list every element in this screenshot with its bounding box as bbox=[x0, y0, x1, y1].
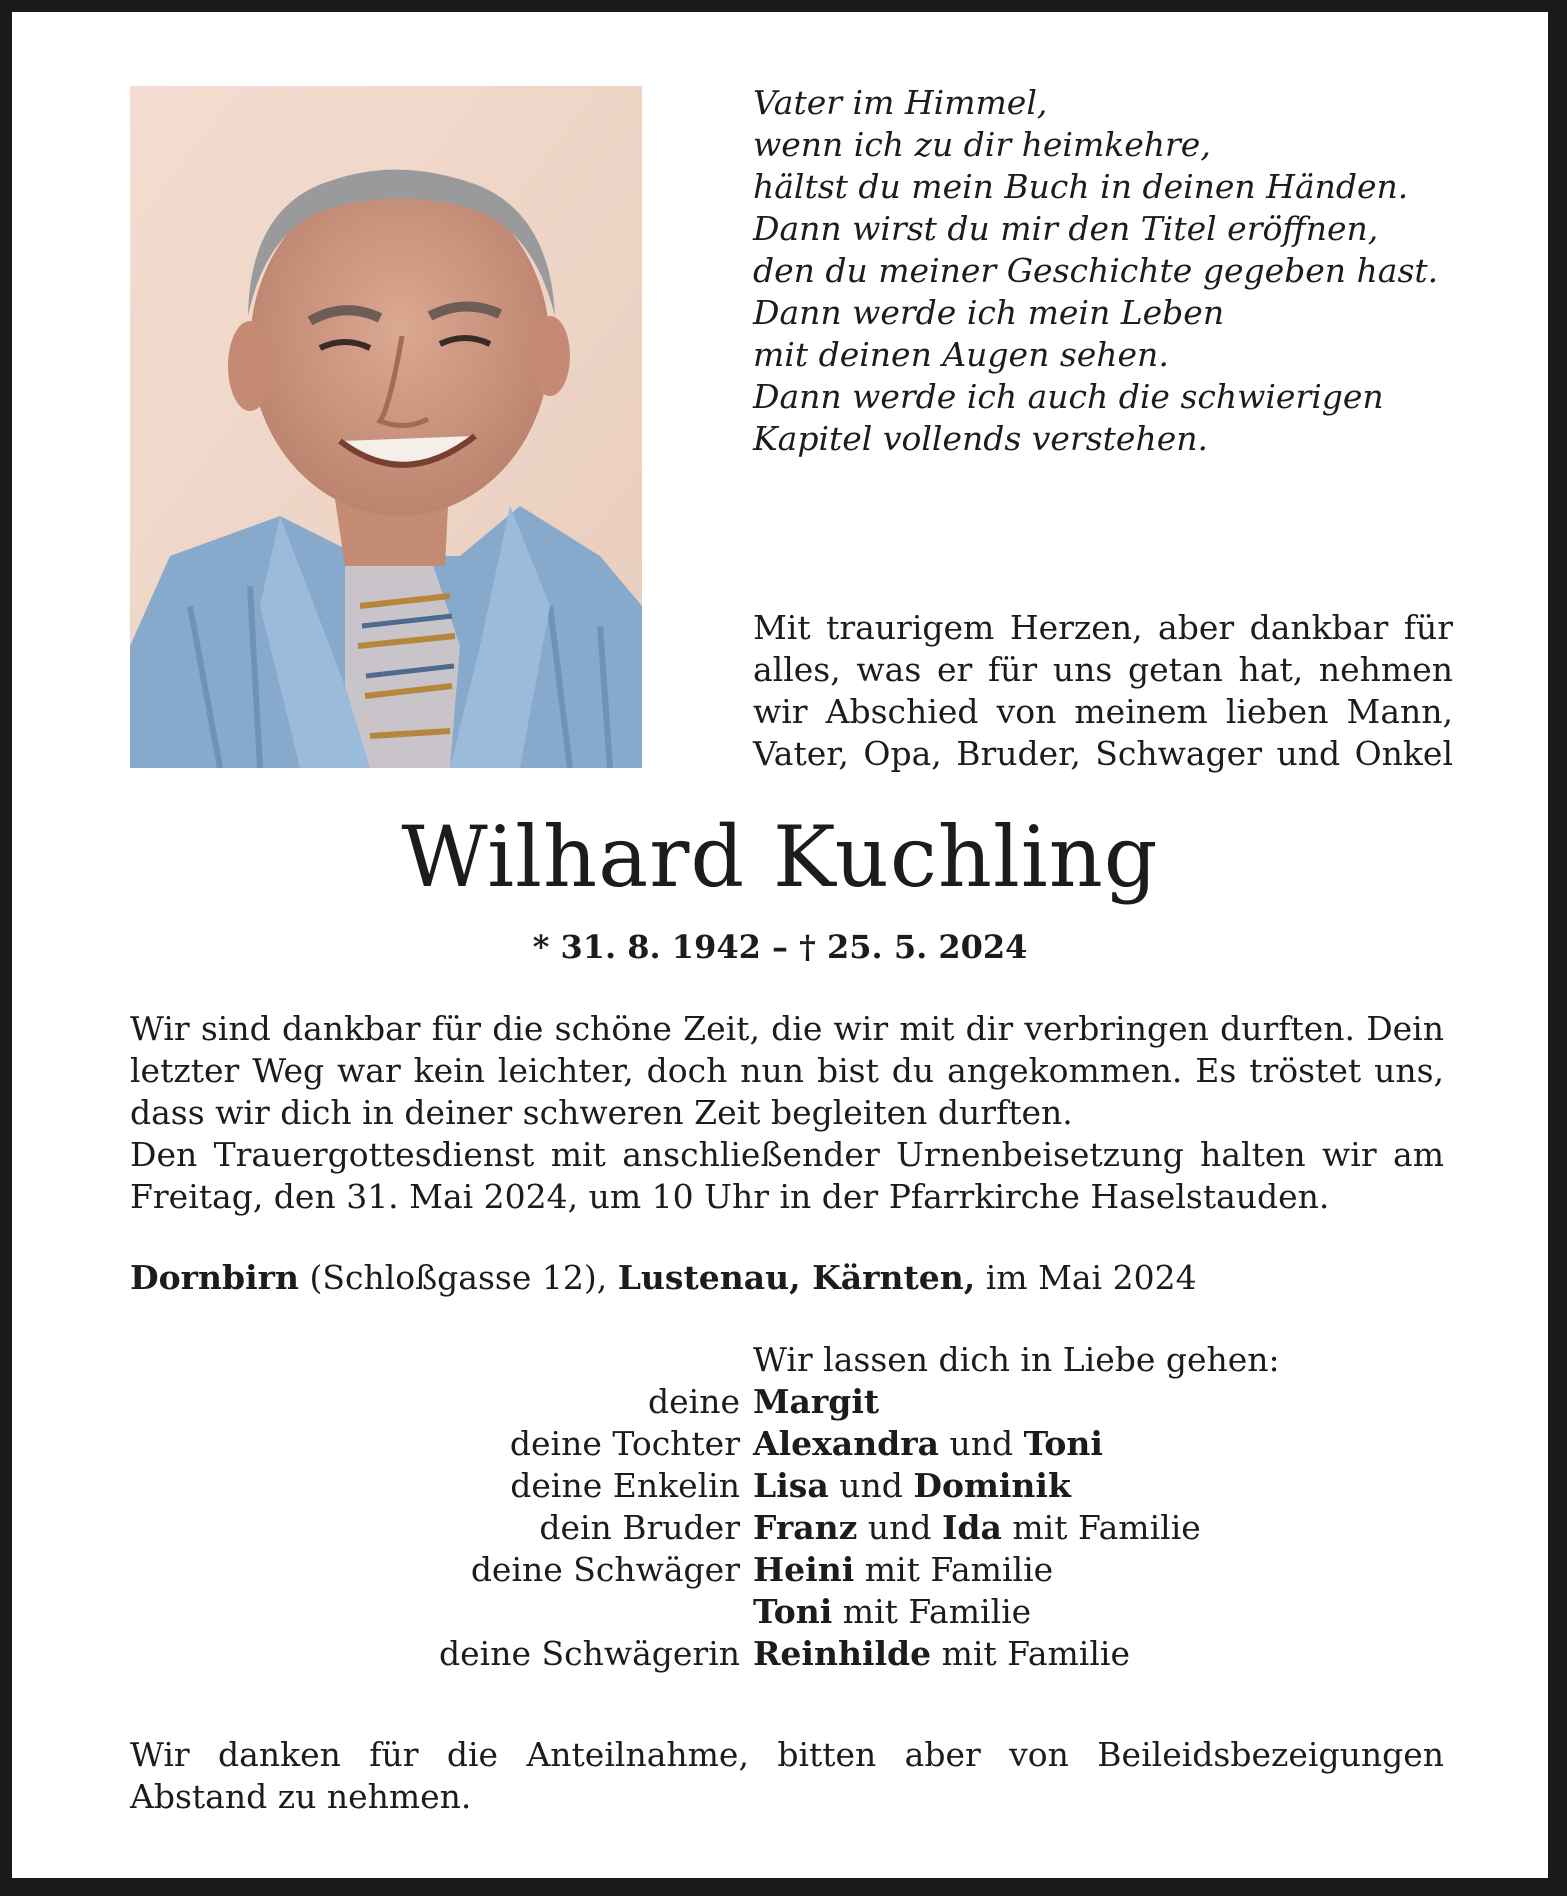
deceased-name: Wilhard Kuchling bbox=[401, 808, 1159, 906]
body-line: letzter Weg war kein leichter, doch nun bist du angekommen. Es tröstet uns, bbox=[130, 1051, 1444, 1090]
family-row bbox=[12, 1465, 1548, 1507]
body-line: dass wir dich in deiner schweren Zeit begleiten durften. bbox=[130, 1093, 1073, 1132]
family-row bbox=[12, 1423, 1548, 1465]
family-row bbox=[12, 1507, 1548, 1549]
intro-line: Mit traurigem Herzen, aber dankbar für bbox=[753, 608, 1453, 647]
family-name: Heini bbox=[753, 1550, 855, 1589]
family-row bbox=[12, 1381, 1548, 1423]
life-dates: * 31. 8. 1942 – † 25. 5. 2024 bbox=[532, 928, 1028, 966]
family-name: Reinhilde bbox=[753, 1634, 932, 1673]
farewell-heading: Wir lassen dich in Liebe gehen: bbox=[753, 1340, 1280, 1379]
poem-line: mit deinen Augen sehen. bbox=[753, 335, 1169, 374]
closing-line: Abstand zu nehmen. bbox=[130, 1777, 472, 1816]
family-row bbox=[12, 1591, 1548, 1633]
intro-line: wir Abschied von meinem lieben Mann, bbox=[753, 692, 1453, 731]
family-relation bbox=[12, 1591, 753, 1633]
family-list bbox=[12, 1381, 1548, 1675]
family-row bbox=[12, 1549, 1548, 1591]
family-name: Franz bbox=[753, 1508, 858, 1547]
family-name: Dominik bbox=[913, 1466, 1071, 1505]
family-relation: deine bbox=[648, 1382, 740, 1421]
intro-paragraph bbox=[753, 607, 1453, 775]
family-connector: mit Familie bbox=[1001, 1508, 1201, 1547]
body-paragraph bbox=[130, 1008, 1444, 1218]
place-city: Dornbirn bbox=[130, 1258, 299, 1297]
family-name: Lisa bbox=[753, 1466, 829, 1505]
family-relation: deine Enkelin bbox=[510, 1466, 740, 1505]
family-name: Margit bbox=[753, 1382, 880, 1421]
family-relation: deine Schwäger bbox=[470, 1550, 740, 1589]
poem-line: hältst du mein Buch in deinen Händen. bbox=[753, 167, 1409, 206]
obituary-page bbox=[12, 12, 1548, 1878]
family-name: Toni bbox=[1023, 1424, 1103, 1463]
place-date-line bbox=[130, 1257, 1197, 1299]
poem-line: den du meiner Geschichte gegeben hast. bbox=[753, 251, 1439, 290]
family-name: Alexandra bbox=[753, 1424, 940, 1463]
place-address: (Schloßgasse 12), bbox=[299, 1258, 618, 1297]
family-name: Toni bbox=[753, 1592, 833, 1631]
poem-line: Dann werde ich mein Leben bbox=[753, 293, 1225, 332]
family-connector: mit Familie bbox=[854, 1550, 1054, 1589]
intro-line: alles, was er für uns getan hat, nehmen bbox=[753, 650, 1453, 689]
family-connector: mit Familie bbox=[832, 1592, 1032, 1631]
intro-line: Vater, Opa, Bruder, Schwager und Onkel bbox=[753, 734, 1453, 773]
family-relation: deine Tochter bbox=[509, 1424, 740, 1463]
place-date: im Mai 2024 bbox=[975, 1258, 1197, 1297]
body-line: Wir sind dankbar für die schöne Zeit, die wir mit dir verbringen durften. Dein bbox=[130, 1009, 1444, 1048]
family-name: Ida bbox=[941, 1508, 1002, 1547]
poem-line: Vater im Himmel, bbox=[753, 83, 1048, 122]
family-connector: mit Familie bbox=[931, 1634, 1130, 1673]
family-connector: und bbox=[857, 1508, 942, 1547]
portrait-photo bbox=[130, 86, 642, 768]
poem bbox=[753, 82, 1513, 460]
body-line: Freitag, den 31. Mai 2024, um 10 Uhr in der Pfarrkirche Haselstauden. bbox=[130, 1177, 1330, 1216]
poem-line: Dann werde ich auch die schwierigen bbox=[753, 377, 1384, 416]
closing-line: Wir danken für die Anteilnahme, bitten aber von Beileidsbezeigungen bbox=[130, 1735, 1444, 1774]
body-line: Den Trauergottesdienst mit anschließender Urnenbeisetzung halten wir am bbox=[130, 1135, 1444, 1174]
poem-line: Dann wirst du mir den Titel eröffnen, bbox=[753, 209, 1379, 248]
family-relation: dein Bruder bbox=[539, 1508, 740, 1547]
family-connector: und bbox=[828, 1466, 914, 1505]
place-others: Lustenau, Kärnten, bbox=[617, 1258, 976, 1297]
poem-line: wenn ich zu dir heimkehre, bbox=[753, 125, 1211, 164]
family-relation: deine Schwägerin bbox=[439, 1634, 740, 1673]
poem-line: Kapitel vollends verstehen. bbox=[753, 419, 1208, 458]
closing-paragraph bbox=[130, 1734, 1444, 1818]
family-row bbox=[12, 1633, 1548, 1675]
family-connector: und bbox=[939, 1424, 1024, 1463]
